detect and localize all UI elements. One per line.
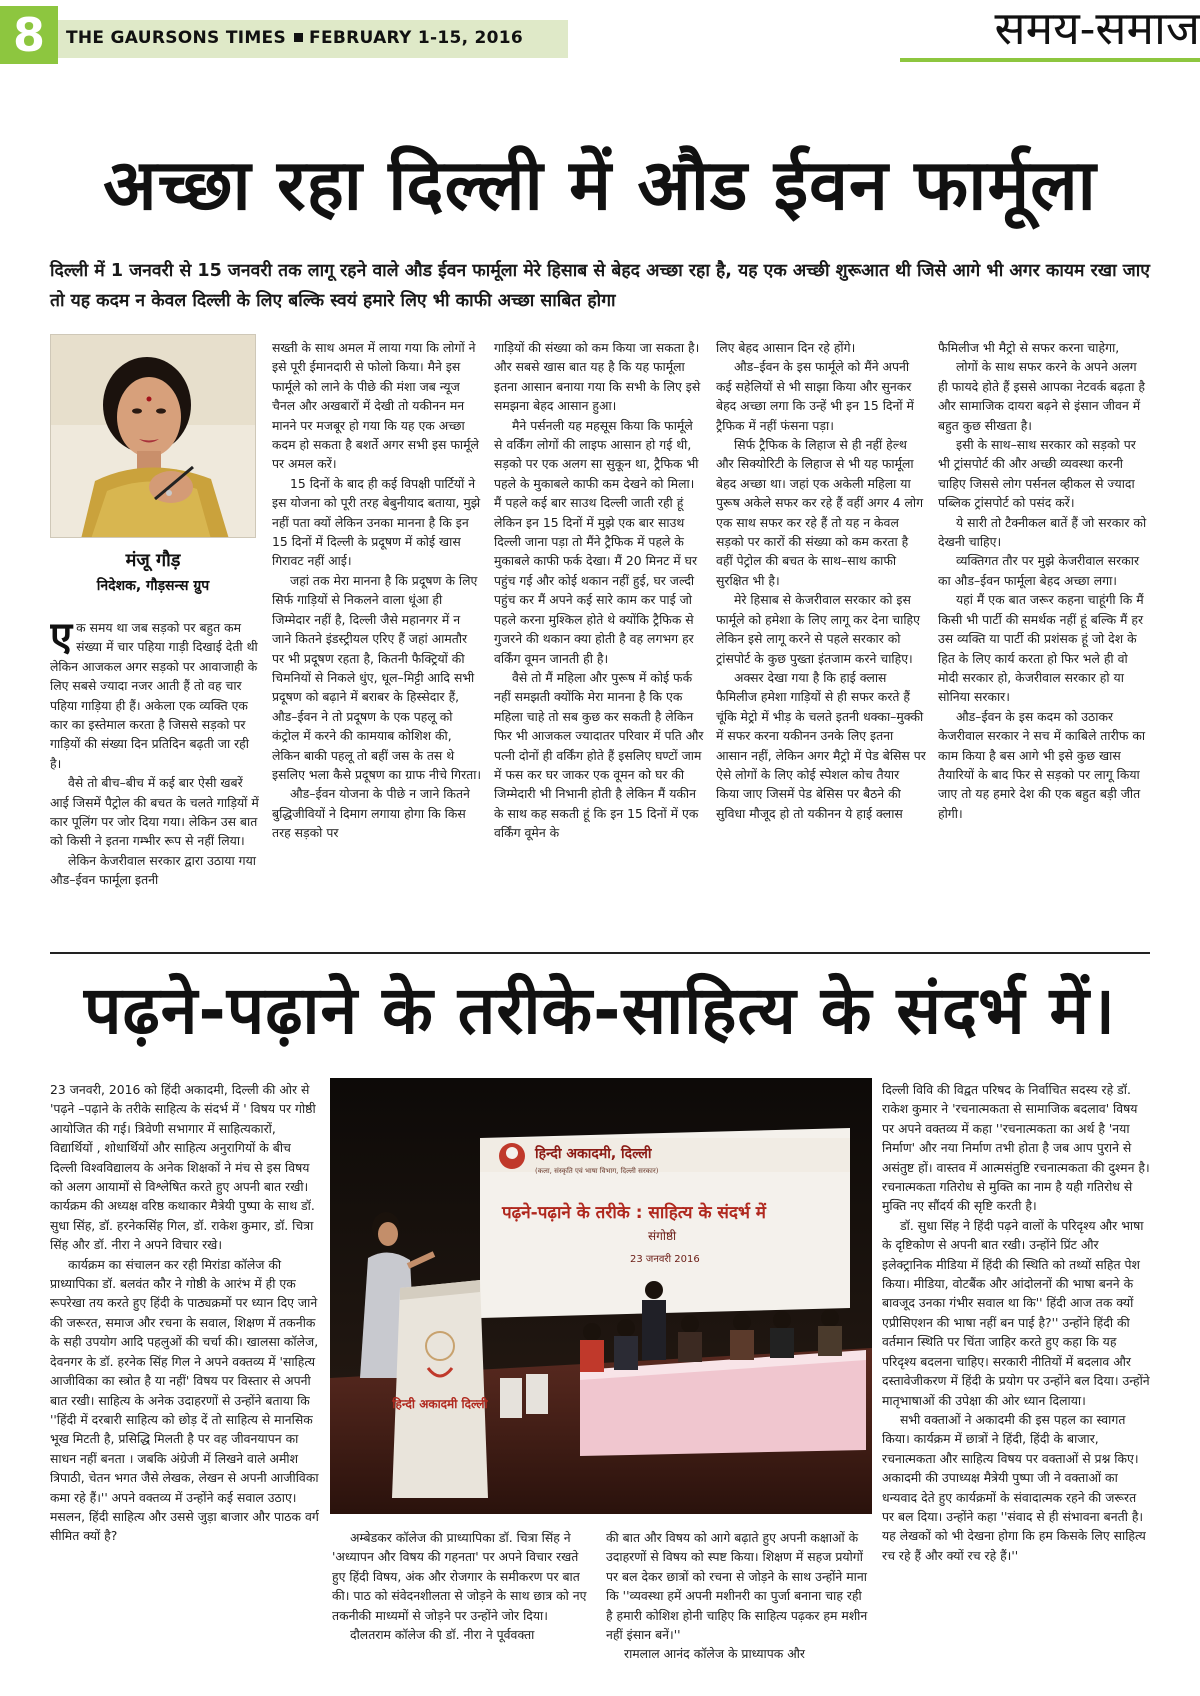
story1-col3-para-2: मैने पर्सनली यह महसूस किया कि फार्मूले से वर्किंग लोगों की लाइफ आसान हो गई थी, सड़को पर एक अलग सा सुकून था, ट्रैफिक भी पहले के मुकाबले काफी कम देखने को मिला। मैं पहले कई बार साउथ दिल्ली जाती रही हूं लेकिन इन 15 दिनों में मुझे एक बार साउथ दिल्ली जाना पड़ा तो मैंने ट्रैफिक में पहले के मुकाबले काफी फर्क देखा। मैं 20 मिनट में घर पहुंच गई और कोई थकान नहीं हुई, घर जल्दी पहुंच कर मैं अपने कई सारे काम कर पाई जो पहले करना मुश्किल होते थे क्योंकि ट्रैफिक से गुजरने की थकान क्या होती है वह लगभग हर वर्किंग वूमन जानती ही है।: [494, 417, 699, 666]
page-number: 8: [0, 6, 58, 64]
story1-col5-para-1: फैमिलीज भी मैट्रो से सफर करना चाहेगा,: [938, 340, 1120, 355]
banner-org: हिन्दी अकादमी, दिल्ली: [535, 1146, 652, 1162]
story2-column-3: [606, 1528, 870, 1686]
section-rule: [900, 58, 1200, 62]
story1-standfirst: दिल्ली में 1 जनवरी से 15 जनवरी तक लागू रहने वाले औड ईवन फार्मूला मेरे हिसाब से बेहद अच्छा रहा है, यह एक अच्छी शुरूआत थी जिसे आगे भी अगर कायम रखा जाए तो यह कदम न केवल दिल्ली के लिए बल्कि स्वयं हमारे लिए भी काफी अच्छा साबित होगा: [50, 261, 1150, 311]
story1-col5-para-3: इसी के साथ–साथ सरकार को सड़को पर भी ट्रांसपोर्ट की और अच्छी व्यवस्था करनी चाहिए जिससे लोग पर्सनल व्हीकल से ज्यादा पब्लिक ट्रांसपोर्ट को पसंद करें।: [938, 437, 1136, 511]
story1-col4-para-3: सिर्फ ट्रैफिक के लिहाज से ही नहीं हेल्थ और सिक्योरिटी के लिहाज से भी यह फार्मूला बेहद अच्छा था। जहां एक अकेली महिला या पुरूष अकेले सफर कर रहे हैं वहीं अगर 4 लोग एक साथ सफर कर रहे हैं तो यह न केवल सड़को पर कारों की संख्या को कम करता है वहीं पेट्रोल की बचत के साथ–साथ काफी सुरक्षित भी है।: [716, 437, 924, 588]
banner-title: पढ़ने-पढ़ाने के तरीके : साहित्य के संदर्भ में: [502, 1203, 766, 1223]
podium-text: हिन्दी अकादमी दिल्ली: [392, 1397, 488, 1411]
story1-col5-para-4: ये सारी तो टैक्नीकल बातें हैं जो सरकार को देखनी चाहिए।: [938, 514, 1147, 550]
story1-col5-para-2: लोगों के साथ सफर करने के अपने अलग ही फायदे होते हैं इससे आपका नेटवर्क बढ़ता है और सामाजिक दायरा बढ़ने से इंसान जीवन में बहुत कुछ सीखता है।: [938, 359, 1145, 433]
author-portrait-illustration: [51, 335, 256, 538]
section-name: समय-समाज: [994, 1, 1200, 55]
story2-col1-para-2: कार्यक्रम का संचालन कर रही मिरांडा कॉलेज की प्राध्यापिका डॉ. बलवंत कौर ने गोष्ठी के आरंभ में ही एक रूपरेखा तय करते हुए हिंदी के पाठ्यक्रमों पर ध्यान दिए जाने की जरूरत, समाज और रचना के सवाल, शिक्षण में तकनीक के सही उपयोग आदि पहलुओं की चर्चा की। खालसा कॉलेज, देवनगर के डॉ. हरनेक सिंह गिल ने अपने वक्तव्य में 'साहित्य आजीविका का स्त्रोत है या नहीं' विषय पर विस्तार से अपनी बात रखी। साहित्य के अनेक उदाहरणों से उन्होंने बताया कि ''हिंदी में दरबारी साहित्य को छोड़ दें तो साहित्य से मानसिक भूख मिटती है, प्रसिद्धि मिलती है पर वह जीवनयापन का साधन नहीं बनता । जबकि अंग्रेजी में लिखने वाले अमीश त्रिपाठी, चेतन भगत जैसे लेखक, लेखन से अपनी आजीविका कमा रहे हैं।'' अपने वक्तव्य में उन्होंने कई सवाल उठाए। मसलन, हिंदी साहित्य और उससे जुड़ा बाजार और पाठक वर्ग सीमित क्यों है?: [50, 1256, 319, 1544]
event-photo: [330, 1078, 872, 1514]
publication-name: THE GAURSONS TIMES: [66, 28, 287, 48]
author-role: निदेशक, गौड़सन्स ग्रुप: [96, 578, 210, 594]
square-bullet-icon: [294, 33, 303, 42]
story1-col2-para-2: 15 दिनों के बाद ही कई विपक्षी पार्टियों ने इस योजना को पूरी तरह बेबुनीयाद बताया, मुझे नहीं पता क्यों लेकिन उनका मानना है कि इन 15 दिनों में दिल्ली के प्रदूषण में कोई खास गिरावट नहीं आई।: [272, 475, 481, 569]
story1-col2-para-1: सख्ती के साथ अमल में लाया गया कि लोगों ने इसे पूरी ईमानदारी से फोलो किया। मैने इस फार्मूले को लाने के पीछे की मंशा जब न्यूज चैनल और अखबारों में देखी तो यकीनन मन मानने पर मजबूर हो गया कि यह एक अच्छा कदम हो सकता है बशर्ते अगर सभी इस फार्मूले पर अमल करें।: [272, 340, 479, 472]
story2-col5-para-2: डॉ. सुधा सिंह ने हिंदी पढ़ने वालों के परिदृश्य और भाषा के दृष्टिकोण से अपनी बात रखी। उन्होंने प्रिंट और इलेक्ट्रानिक मीडिया में हिंदी की स्थिति को तथ्यों सहित पेश किया। मीडिया, वोटबैंक और आंदोलनों की भाषा बनने के बावजूद उनका गंभीर सवाल था कि'' हिंदी आज तक क्यों एप्रीसिएशन की भाषा नहीं बन पाई है?'' उन्होंने हिंदी की वर्तमान स्थिति पर चिंता जाहिर करते हुए कहा कि यह परिदृश्य बदलना चाहिए। सरकारी नीतियों में बदलाव और दस्तावेजीकरण में हिंदी के प्रयोग पर उन्होंने बल दिया। उन्होंने मातृभाषाओं की उपेक्षा की ओर ध्यान दिलाया।: [882, 1217, 1150, 1408]
story1-column-4: [716, 338, 926, 938]
story1-column-5: [938, 338, 1150, 938]
story2-col5-para-1: दिल्ली विवि की विद्वत परिषद के निर्वाचित सदस्य रहे डॉ. राकेश कुमार ने 'रचनात्मकता से सामाजिक बदलाव' विषय पर अपने वक्तव्य में कहा ''रचनात्मकता का अर्थ है 'नया निर्माण' और नया निर्माण तभी होता है जब आप पुराने से असंतुष्ट हों। वास्तव में आत्मसंतुष्टि रचनात्मकता की दुश्मन है। रचनात्मकता गतिरोध से मुक्ति का नाम है यही गतिरोध से मुक्ति नए सौंदर्य की सृष्टि करती है।: [882, 1082, 1150, 1214]
story1-column-2: [272, 338, 482, 938]
story2-column-5: [882, 1080, 1150, 1686]
story1-col1-para-3: लेकिन केजरीवाल सरकार द्वारा उठाया गया औड–ईवन फार्मूला इतनी: [50, 852, 256, 888]
story1-col4-para-5: अक्सर देखा गया है कि हाई क्लास फैमिलीज हमेशा गाड़ियों से ही सफर करते हैं चूंकि मेट्रो में भीड़ के चलते इतनी धक्का–मुक्की में सफर करना यकीनन उनके लिए इतना आसान नहीं, लेकिन अगर मैट्रो में पेड बेसिस पर ऐसे लोगों के लिए कोई स्पेशल कोच तैयार किया जाए जिसमें पेड बेसिस पर बैठने की सुविधा मौजूद हो तो यकीनन ये हाई क्लास: [716, 669, 926, 821]
story2-col3-para-2: रामलाल आनंद कॉलेज के प्राध्यापक और: [624, 1646, 805, 1662]
story2-col2-para-2: दौलतराम कॉलेज की डॉ. नीरा ने पूर्ववक्ता: [350, 1627, 535, 1643]
story1-col3-para-1: गाड़ियों की संख्या को कम किया जा सकता है। और सबसे खास बात यह है कि यह फार्मूला इतना आसान बनाया गया कि सभी के लिए इसे समझना बेहद आसान हुआ।: [494, 340, 701, 414]
story2-col3-para-1: की बात और विषय को आगे बढ़ाते हुए अपनी कक्षाओं के उदाहरणों से विषय को स्पष्ट किया। शिक्षण में सहज प्रयोगों पर बल देकर छात्रों को रचना से जोड़ने के साथ उन्होंने माना कि ''व्यवस्था हमें अपनी मशीनरी का पुर्जा बनाना चाह रही है हमारी कोशिश होनी चाहिए कि साहित्य पढ़कर हम मशीन नहीं इंसान बनें।'': [606, 1530, 868, 1643]
author-photo: [50, 334, 256, 538]
author-name: मंजू गौड़: [125, 550, 181, 571]
story1-headline: अच्छा रहा दिल्ली में औड ईवन फार्मूला: [103, 144, 1097, 226]
story1-col4-para-2: औड–ईवन के इस फार्मूले को मैंने अपनी कई सहेलियों से भी साझा किया और सुनकर बेहद अच्छा लगा कि उन्हें भी इन 15 दिनों में ट्रैफिक में नहीं फंसना पड़ा।: [716, 359, 914, 433]
story1-column-1: [50, 618, 260, 938]
story1-col1-para-2: वैसे तो बीच–बीच में कई बार ऐसी खबरें आई जिसमें पैट्रोल की बचत के चलते गाड़ियों में कार पूलिंग पर जोर दिया गया। लेकिन उस बात को किसी ने इतना गम्भीर रूप से नहीं लिया।: [50, 775, 259, 849]
banner-sub: (कला, संस्कृति एवं भाषा विभाग, दिल्ली सरकार): [535, 1167, 659, 1175]
story2-col1-para-1: 23 जनवरी, 2016 को हिंदी अकादमी, दिल्ली की ओर से 'पढ़ने –पढ़ाने के तरीके साहित्य के संदर्भ में ' विषय पर गोष्ठी आयोजित की गई। त्रिवेणी सभागार में साहित्यकारों, विद्यार्थियों , शोधार्थियों और साहित्य अनुरागियों के बीच दिल्ली विश्वविद्यालय के अनेक शिक्षकों ने मंच से इस विषय को अलग आयामों से विश्लेषित करते हुए अपनी बात रखी। कार्यक्रम की अध्यक्ष वरिष्ठ कथाकार मैत्रेयी पुष्पा के साथ डॉ. सुधा सिंह, डॉ. हरनेकसिंह गिल, डॉ. राकेश कुमार, डॉ. चित्रा सिंह और डॉ. नीरा ने अपने विचार रखे।: [50, 1082, 316, 1253]
story2-col2-para-1: अम्बेडकर कॉलेज की प्राध्यापिका डॉ. चित्रा सिंह ने 'अध्यापन और विषय की गहनता' पर अपने विचार रखते हुए हिंदी विषय, अंक और रोजगार के समीकरण पर बात की। पाठ को संवेदनशीलता से जोड़ने के साथ छात्र को नए तकनीकी माध्यमों से जोड़ने पर उन्होंने जोर दिया।: [332, 1530, 587, 1623]
story-divider: [50, 952, 1150, 954]
story2-column-1: [50, 1080, 320, 1686]
story1-col5-para-5: व्यक्तिगत तौर पर मुझे केजरीवाल सरकार का औड–ईवन फार्मूला बेहद अच्छा लगा।: [938, 553, 1140, 588]
story1-col2-para-3: जहां तक मेरा मानना है कि प्रदूषण के लिए सिर्फ गाड़ियों से निकलने वाला धूंआ ही जिम्मेदार नहीं है, दिल्ली जैसे महानगर में न जाने कितने इंडस्ट्रीयल एरिए हैं जहां आमतौर पर भी प्रदूषण रहता है, कितनी फैक्ट्रियों की चिमनियों से निकले धुंए, धूल–मिट्टी आदि सभी प्रदूषण को बढ़ाने में बराबर के हिस्सेदार हैं, औड–ईवन ने तो प्रदूषण के एक पहलू को कंट्रोल में करने की कामयाब कोशिश की, लेकिन बाकी पहलू तो बहीं जस के तस थे इसलिए भला कैसे प्रदूषण का ग्राफ नीचे गिरता।: [272, 572, 482, 782]
story1-col3-para-3: वैसे तो मैं महिला और पुरूष में कोई फर्क नहीं समझती क्योंकि मेरा मानना है कि एक महिला चाहे तो सब कुछ कर सकती है लेकिन फिर भी आजकल ज्यादातर परिवार में पति और पत्नी दोनों ही वर्किंग होते हैं इसलिए घण्टों जाम में फस कर घर जाकर एक वूमन को घर की जिम्मेदारी भी निभानी होती है लेकिन मैं यकीन के साथ कह सकती हूं कि इन 15 दिनों में एक वर्किंग वूमेन के: [494, 669, 704, 841]
story2-headline: पढ़ने-पढ़ाने के तरीके-साहित्य के संदर्भ में।: [84, 972, 1116, 1049]
issue-date: FEBRUARY 1-15, 2016: [309, 28, 524, 48]
story1-col1-para-1: एक समय था जब सड़को पर बहुत कम संख्या में चार पहिया गाड़ी दिखाई देती थी लेकिन आजकल अगर सड़को पर आवाजाही के लिए सबसे ज्यादा नजर आती हैं तो वह चार पहिया गाड़िया ही हैं। अकेला एक व्यक्ति एक कार का इस्तेमाल करता है जिससे सड़को पर गाड़ियों की संख्या दिन प्रतिदिन बढ़ती जा रही है।: [50, 618, 258, 771]
story2-column-2: [332, 1528, 594, 1686]
seminar-stage-illustration: [330, 1078, 872, 1514]
masthead-line: [66, 28, 523, 48]
story1-col4-para-1: लिए बेहद आसान दिन रहे होंगे।: [716, 340, 856, 355]
story1-col5-para-6: यहां मैं एक बात जरूर कहना चाहूंगी कि मैं किसी भी पार्टी की समर्थक नहीं हूं बल्कि मैं हर उस व्यक्ति या पार्टी की प्रशंसक हूं जो देश के हित के लिए कार्य करता हो फिर भले ही वो मोदी सरकार हो, केजरीवाल सरकार हो या सोनिया सरकार।: [938, 592, 1144, 705]
story1-col5-para-7: औड–ईवन के इस कदम को उठाकर केजरीवाल सरकार ने सच में काबिले तारीफ का काम किया है बस आगे भी इसे कुछ खास तैयारियों के बाद फिर से सड़को पर लागू किया जाए तो यह हमारे देश की एक बहुत बड़ी जीत होगी।: [938, 708, 1146, 821]
story2-col5-para-3: सभी वक्ताओं ने अकादमी की इस पहल का स्वागत किया। कार्यक्रम में छात्रों ने हिंदी, हिंदी के बाजार, रचनात्मकता और साहित्य विषय पर वक्ताओं से प्रश्न किए। अकादमी की उपाध्यक्ष मैत्रेयी पुष्पा जी ने वक्ताओं का धन्यवाद देते हुए कार्यक्रमों के संवादात्मक रहने की जरूरत पर बल दिया। उन्होंने कहा ''संवाद से ही संभावना बनती है। यह लेखकों को भी देखना होगा कि हम किसके लिए साहित्य रच रहे हैं और क्यों रच रहे हैं।'': [882, 1411, 1146, 1563]
banner-date: 23 जनवरी 2016: [630, 1254, 700, 1265]
dropcap: ए: [50, 618, 73, 660]
banner-event: संगोष्ठी: [648, 1229, 677, 1243]
story1-column-3: [494, 338, 704, 938]
story1-col4-para-4: मेरे हिसाब से केजरीवाल सरकार को इस फार्मूले को हमेशा के लिए लागू कर देना चाहिए लेकिन इसे लागू करने से पहले सरकार को ट्रांसपोर्ट के कुछ पुख्ता इंतजाम करने चाहिए।: [716, 592, 920, 666]
story1-col2-para-4: औड–ईवन योजना के पीछे न जाने कितने बुद्धिजीवियों ने दिमाग लगाया होगा कि किस तरह सड़को पर: [272, 786, 470, 841]
